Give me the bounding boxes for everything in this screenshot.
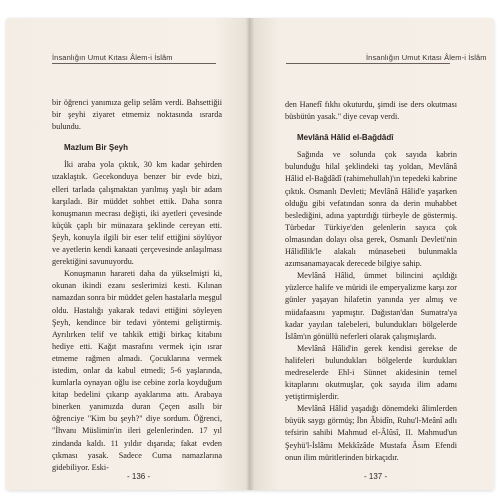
left-page-text: [52, 97, 222, 474]
right-page-number: - 137 -: [364, 472, 388, 481]
right-intro-paragraph: den Hanefî fıkhı okuturdu, şimdi ise ders okutması büsbütün yasak." diye cevap verdi.: [285, 100, 457, 122]
right-page-text: [285, 99, 457, 464]
left-page-number: - 136 -: [127, 472, 151, 481]
book-gutter: [246, 18, 254, 490]
right-paragraph: Mevlânâ Hâlid yaşadığı dönemdeki âlimlerden büyük saygı görmüş; İbn Âbidîn, Ruhu'l-Meânî adlı tefsirin sahibi Mahmud el-Âlûsî, II. Mahmud'un Şeyhü'l-İslâmı Mekkîzâde Mustafa Âsım Efendi onun ilim müritlerinden birkaçıdır.: [285, 404, 457, 462]
right-section-heading: Mevlânâ Hâlid el-Bağdâdî: [297, 133, 394, 143]
left-section-heading: Mazlum Bir Şeyh: [64, 143, 129, 153]
right-paragraph: Mevlânâ Hâlid, ümmet bilincini açıldığı yüzlerce halife ve müridi ile emperyalizme karşı zor günler yaşayan hilafetin yanında yer almış ve müdafaasını yapmıştır. Dağıstan'dan Sumatra'ya kadar yayılan talebeleri, bulundukları bölgelerde İslâm'ın gönüllü neferleri olarak çalışmışlardı.: [285, 271, 457, 341]
right-paragraph: Mevlânâ Hâlid'in gerek kendisi gerekse de halifeleri bulundukları bölgelerde kurdukları medreselerde Ehl-i Sünnet akidesinin temel kitaplarını okutmuşlar, çok sayıda ilim adamı yetiştirmişlerdir.: [285, 343, 457, 402]
right-running-header: İnsanlığın Umut Kıtası Âlem-i İslâm: [366, 53, 487, 62]
left-header-rule: [52, 63, 216, 64]
left-paragraph: İki araba yola çıktık, 30 km kadar şehirden uzaklaştık. Gecekonduya benzer bir evde bizi, elleri tarlada çalışmaktan yarılmış yaşlı bir adam karşıladı. Bir müddet sohbet ettik. Daha sonra konuşmanın mecrası değişti, iki ayetleri çevesinde küçük çaplı bir münazara şeklinde cereyan etti. Şeyh, konuyla ilgili bir eser telif ettiğini söylüyor ve ayetlerin kendi kanaati çerçevesinde anlaşılması gerektiğini savunuyordu.: [52, 160, 222, 267]
left-paragraph: Konuşmanın harareti daha da yükselmişti ki, okunan ikindi ezanı seslerimizi kesti. Kılınan namazdan sonra bir müddet gelen hastalarla meşgul oldu. Hastalığı yakarak tedavi ettiğini söyleyen Şeyh, kendince bir tedavi yöntemi geliştirmiş. Ayrılırken telif ve tahkik ettiği birkaç kitabını hediye etti. Kağıt masrafını vermek için ısrar etmeme rağmen almadı. Çocuklarına vermek istedim, onlar da kabul etmedi; 5-6 yaşlarında, kumlarla oynayan oğlu ise cebine zorla koyduğum kitap bedelini çıkarıp ayaklarıma attı. Arabaya binerken yanımızda duran Çeçen asıllı bir öğrenciye "Kim bu şeyh?" diye sordum. Öğrenci, "İhvanı Müslimin'in ileri gelenlerinden. 17 yıl zindanda kaldı. 11 yıldır dışarıda; fakat evden çıkması yasak. Sadece Cuma namazlarına gidebiliyor. Eski-: [52, 269, 222, 472]
left-running-header: İnsanlığın Umut Kıtası Âlem-i İslâm: [52, 53, 173, 62]
left-intro-paragraph: bir öğrenci yanımıza gelip selâm verdi. Bahsettiğii bir şeyhi ziyaret etmemiz noktasında ısrarda bulundu.: [52, 98, 222, 132]
right-header-rule: [286, 63, 450, 64]
right-paragraph: Sağında ve solunda çok sayıda kabrin bulunduğu hilal şeklindeki taş yoldan, Mevlânâ Hâlid el-Bağdâdî (rahimehullah)'ın tepedeki kabrine çıktık. Osmanlı Devleti; Mevlânâ Hâlid'e yaşarken olduğu gibi vefatından sonra da derin muhabbet beslediğini, adına yaptırdığı türbeyle de göstermiş. Türbedar Türkiye'den gelenlerin sayıca çok olmasından dolayı olsa gerek, Osmanlı Devleti'nin Hâlidîlik'le alakalı münasebeti bulunmakla azımsanamayacak derecede bilgiye sahip.: [285, 150, 457, 269]
